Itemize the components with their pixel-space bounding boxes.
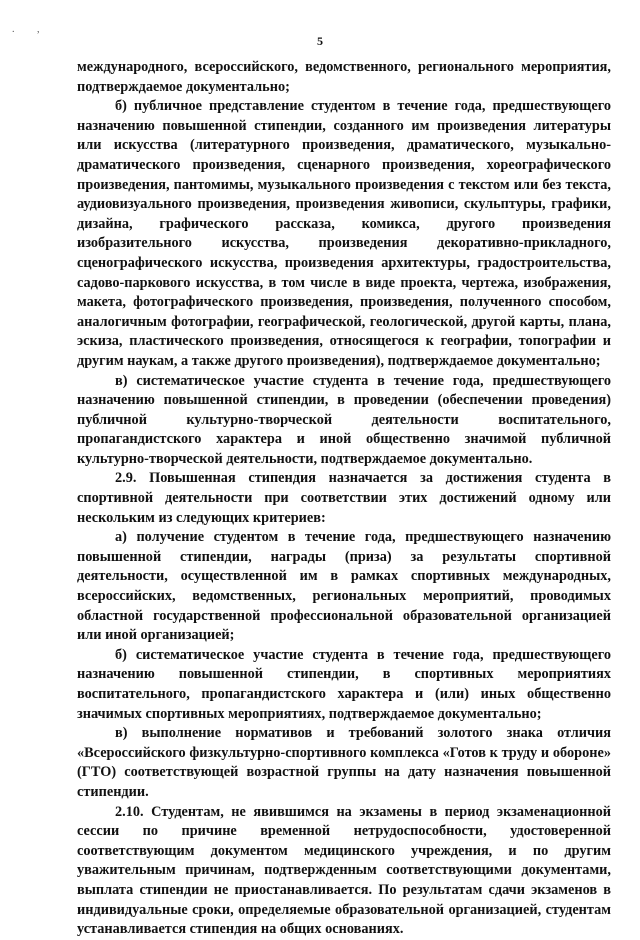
- paragraph-item-v-gto: в) выполнение нормативов и требований золотого знака отличия «Всероссийского физкультурно-спортивного комплекса «Готов к труду и обороне» (ГТО) соответствующей возрастной группы на дату назначения повышенной стипендии.: [77, 725, 611, 800]
- paragraph-item-b-sport: б) систематическое участие студента в течение года, предшествующего назначению повышенной стипендии, в спортивных мероприятиях воспитательного, пропагандистского характера и (или) иных общественно значимых спортивных мероприятиях, подтверждаемое документально;: [77, 646, 611, 722]
- paragraph-item-a-sport: а) получение студентом в течение года, предшествующего назначению повышенной стипендии, награды (приза) за результаты спортивной деятельности, осуществленной им в рамках спортивных международных, всероссийских, ведомственных, региональных мероприятий, проводимых областной государственной профессиональной образовательной организацией или иной организацией;: [77, 529, 611, 644]
- paragraph-continuation: международного, всероссийского, ведомственного, регионального мероприятия, подтверждаемое документально;: [77, 59, 611, 95]
- paragraph-item-b-art: б) публичное представление студентом в течение года, предшествующего назначению повышенной стипендии, созданного им произведения литературы или искусства (литературного произведения, драматического, музыкально-драматического произведения, сценарного произведения, хореографического произведения, пантомимы, музыкального произведения с текстом или без текста, аудиовизуального произведения, произведения живописи, скульптуры, графики, дизайна, графического рассказа, комикса, другого произведения изобразительного искусства, произведения декоративно-прикладного, сценографического искусства, произведения архитектуры, градостроительства, садово-паркового искусства, в том числе в виде проекта, чертежа, изображения, макета, фотографического произведения, произведения, полученного способом, аналогичным фотографии, географической, геологической, другой карты, плана, эскиза, пластического произведения, относящегося к географии, топографии и другим наукам, а также другого произведения), подтверждаемое документально;: [77, 98, 611, 369]
- page-number: 5: [317, 34, 323, 48]
- paragraph-2-9: 2.9. Повышенная стипендия назначается за достижения студента в спортивной деятельности при соответствии этих достижений одному или нескольким из следующих критериев:: [77, 470, 611, 526]
- scan-artifact-marks: . ,: [12, 24, 50, 35]
- paragraph-2-10: 2.10. Студентам, не явившимся на экзамены в период экзаменационной сессии по причине временной нетрудоспособности, удостоверенной соответствующим документом медицинского учреждения, и по другим уважительным причинам, подтвержденным соответствующими документами, выплата стипендии не приостанавливается. По результатам сдачи экзаменов в индивидуальные сроки, определяемые образовательной организацией, студентам устанавливается стипендия на общих основаниях.: [77, 803, 611, 938]
- document-body: [77, 58, 611, 940]
- paragraph-item-v-culture: в) систематическое участие студента в течение года, предшествующего назначению повышенной стипендии, в проведении (обеспечении проведения) публичной культурно-творческой деятельности воспитательного, пропагандистского характера и иной общественно значимой публичной культурно-творческой деятельности, подтверждаемое документально.: [77, 372, 611, 467]
